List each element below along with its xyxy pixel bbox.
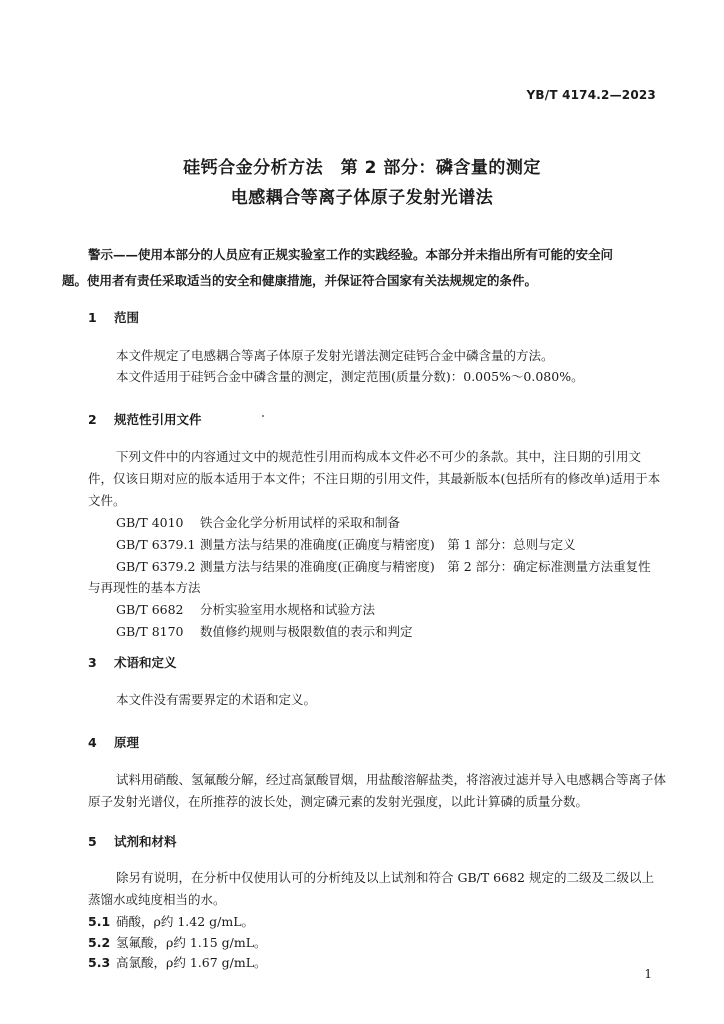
- section-2-paragraph-line-2: 件，仅该日期对应的版本适用于本文件；不注日期的引用文件，其最新版本(包括所有的修改单)适用于本: [88, 471, 661, 486]
- section-5-paragraph-line-1: 除另有说明，在分析中仅使用认可的分析纯及以上试剂和符合 GB/T 6682 规定的二级及二级以上: [116, 870, 654, 885]
- warning-line-2: 题。使用者有责任采取适当的安全和健康措施，并保证符合国家有关法规规定的条件。: [62, 273, 538, 288]
- section-4-heading: [88, 733, 139, 751]
- section-4-paragraph-line-2: 原子发射光谱仪，在所推荐的波长处，测定磷元素的发射光强度，以此计算磷的质量分数。: [88, 794, 589, 809]
- reagent-item: [88, 953, 267, 971]
- item-text: 氢氟酸，ρ约 1.15 g/mL。: [116, 935, 267, 950]
- item-text: 高氯酸，ρ约 1.67 g/mL。: [116, 955, 267, 970]
- section-5-heading: [88, 832, 177, 850]
- reference-title: 测量方法与结果的准确度(正确度与精密度) 第 2 部分：确定标准测量方法重复性: [200, 559, 651, 574]
- reference-code: GB/T 6379.1: [116, 537, 196, 552]
- document-title-line-2: 电感耦合等离子体原子发射光谱法: [230, 188, 494, 208]
- section-2-paragraph-line-3: 文件。: [88, 493, 126, 508]
- section-title: 原理: [114, 735, 140, 750]
- section-number: 1: [88, 310, 97, 325]
- warning-paragraph: [62, 242, 660, 294]
- section-4-paragraph-line-1: 试料用硝酸、氢氟酸分解，经过高氯酸冒烟，用盐酸溶解盐类，将溶液过滤并导入电感耦合等离子体: [116, 772, 667, 787]
- item-number: 5.3: [88, 955, 111, 970]
- section-3-heading: [88, 653, 177, 671]
- reference-code: GB/T 8170: [116, 624, 184, 639]
- section-title: 范围: [114, 310, 140, 325]
- section-1-paragraph-1: 本文件规定了电感耦合等离子体原子发射光谱法测定硅钙合金中磷含量的方法。: [116, 348, 554, 363]
- section-number: 5: [88, 834, 97, 849]
- item-number: 5.2: [88, 935, 111, 950]
- section-2-paragraph-line-1: 下列文件中的内容通过文中的规范性引用而构成本文件必不可少的条款。其中，注日期的引用文: [116, 449, 642, 464]
- section-1-paragraph-2: 本文件适用于硅钙合金中磷含量的测定，测定范围(质量分数)：0.005%～0.080%。: [116, 369, 584, 384]
- reference-title: 测量方法与结果的准确度(正确度与精密度) 第 1 部分：总则与定义: [200, 537, 576, 552]
- reference-code: GB/T 6379.2: [116, 559, 196, 574]
- section-title: 术语和定义: [114, 655, 177, 670]
- item-text: 硝酸，ρ约 1.42 g/mL。: [116, 914, 254, 929]
- section-2-heading: [88, 410, 202, 428]
- section-number: 4: [88, 735, 97, 750]
- section-5-paragraph-line-2: 蒸馏水或纯度相当的水。: [88, 892, 226, 907]
- section-3-paragraph: 本文件没有需要界定的术语和定义。: [116, 692, 317, 707]
- normative-reference: [116, 557, 651, 577]
- section-number: 3: [88, 655, 97, 670]
- reagent-item: [88, 912, 254, 930]
- section-1-heading: [88, 308, 139, 326]
- reagent-item: [88, 933, 267, 951]
- standard-number: YB/T 4174.2—2023: [526, 88, 656, 102]
- item-number: 5.1: [88, 914, 111, 929]
- reference-title: 数值修约规则与极限数值的表示和判定: [200, 624, 413, 639]
- section-title: 规范性引用文件: [114, 412, 202, 427]
- reference-code: GB/T 4010: [116, 515, 184, 530]
- scan-speck: [262, 415, 264, 417]
- section-title: 试剂和材料: [114, 834, 177, 849]
- reference-title: 铁合金化学分析用试样的采取和制备: [200, 515, 401, 530]
- normative-reference: [116, 622, 413, 642]
- document-title-line-1: 硅钙合金分析方法 第 2 部分：磷含量的测定: [183, 158, 541, 178]
- warning-line-1: 警示——使用本部分的人员应有正规实验室工作的实践经验。本部分并未指出所有可能的安全问: [88, 247, 614, 262]
- normative-reference-continuation: 与再现性的基本方法: [88, 580, 201, 595]
- page-number: 1: [644, 967, 652, 981]
- normative-reference: [116, 600, 375, 620]
- section-number: 2: [88, 412, 97, 427]
- normative-reference: [116, 513, 400, 533]
- reference-code: GB/T 6682: [116, 602, 184, 617]
- normative-reference: [116, 535, 576, 555]
- reference-title: 分析实验室用水规格和试验方法: [200, 602, 376, 617]
